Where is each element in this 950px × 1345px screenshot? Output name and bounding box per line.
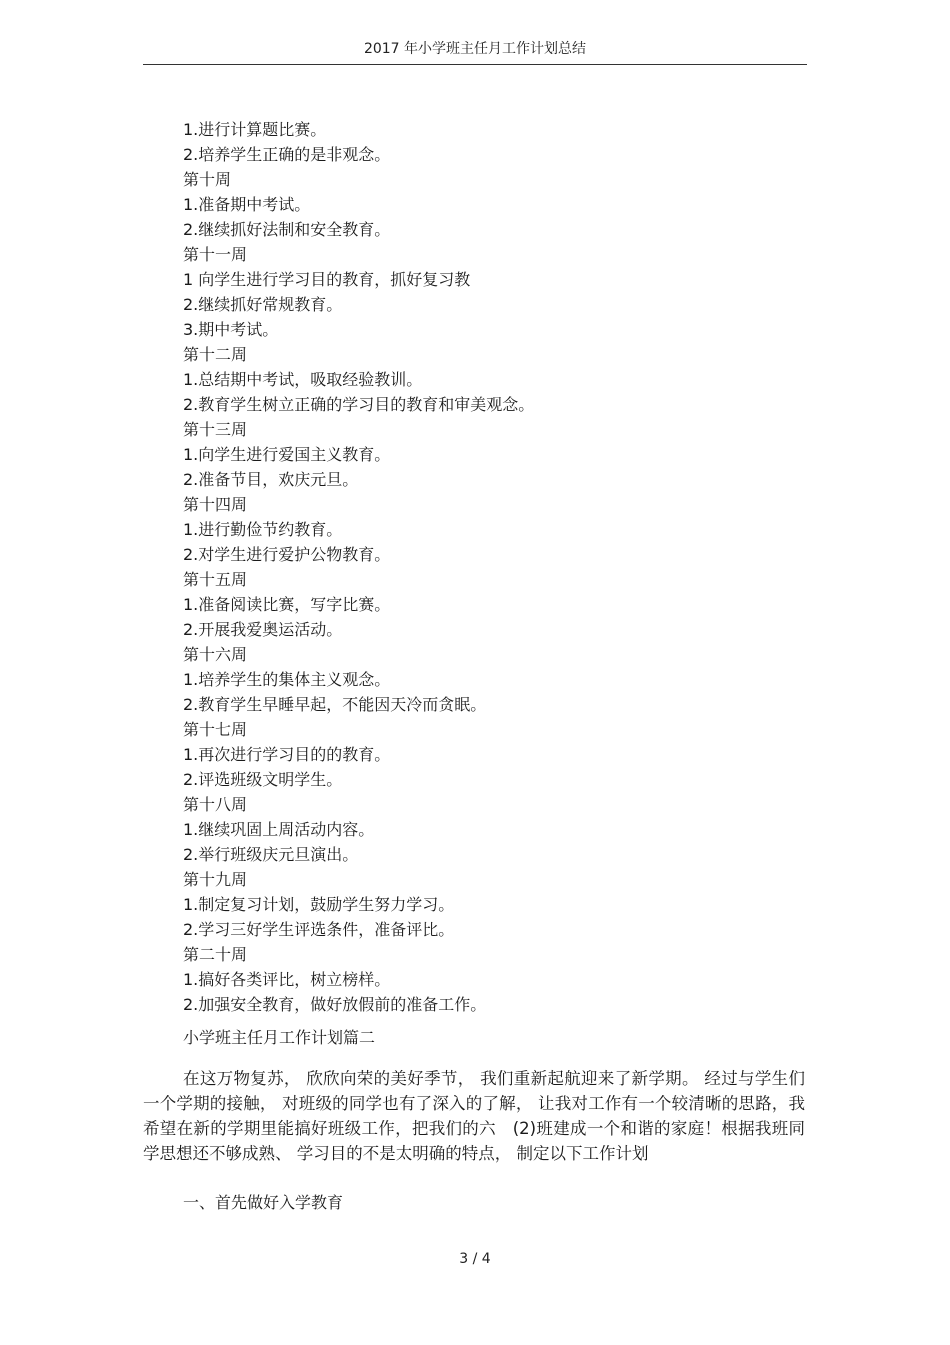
plan-item: 1.继续巩固上周活动内容。 <box>183 820 375 839</box>
week-heading: 第十六周 <box>183 645 248 664</box>
plan-item: 2.对学生进行爱护公物教育。 <box>183 545 391 564</box>
page-number: 3 / 4 <box>459 1251 491 1267</box>
week-heading: 第十三周 <box>183 420 248 439</box>
plan-item: 2.教育学生早睡早起，不能因天冷而贪眠。 <box>183 695 487 714</box>
week-heading: 第十四周 <box>183 495 248 514</box>
plan-item: 2.继续抓好常规教育。 <box>183 295 343 314</box>
intro-paragraph: 在这万物复苏， 欣欣向荣的美好季节， 我们重新起航迎来了新学期。 经过与学生们一个学期的接触， 对班级的同学也有了深入的了解， 让我对工作有一个较清晰的思路，我希望在新的学期里能搞好班级工作，把我们的六 (2)班建成一个和谐的家庭！根据我班同学思想还不够成熟、 学习目的不是太明确的特点， 制定以下工作计划 <box>143 1069 805 1163</box>
plan-item: 1.制定复习计划，鼓励学生努力学习。 <box>183 895 455 914</box>
running-header: 2017 年小学班主任月工作计划总结 <box>143 36 807 65</box>
week-heading: 第十七周 <box>183 720 248 739</box>
plan-item: 1.准备阅读比赛，写字比赛。 <box>183 595 391 614</box>
week-heading: 第十五周 <box>183 570 248 589</box>
plan-item: 1.搞好各类评比，树立榜样。 <box>183 970 391 989</box>
plan-item: 1.进行勤俭节约教育。 <box>183 520 343 539</box>
plan-item: 2.教育学生树立正确的学习目的教育和审美观念。 <box>183 395 535 414</box>
plan-item: 2.开展我爱奥运活动。 <box>183 620 343 639</box>
week-heading: 第十二周 <box>183 345 248 364</box>
plan-item: 2.继续抓好法制和安全教育。 <box>183 220 391 239</box>
plan-item: 2.举行班级庆元旦演出。 <box>183 845 359 864</box>
section-title: 小学班主任月工作计划篇二 <box>183 1028 376 1047</box>
plan-item: 1.总结期中考试，吸取经验教训。 <box>183 370 423 389</box>
plan-item: 3.期中考试。 <box>183 320 279 339</box>
plan-item: 1.向学生进行爱国主义教育。 <box>183 445 391 464</box>
plan-item: 2.评选班级文明学生。 <box>183 770 343 789</box>
week-heading: 第十九周 <box>183 870 248 889</box>
week-heading: 第十八周 <box>183 795 248 814</box>
plan-item: 1.再次进行学习目的的教育。 <box>183 745 391 764</box>
plan-item: 2.加强安全教育，做好放假前的准备工作。 <box>183 995 487 1014</box>
week-heading: 第十周 <box>183 170 232 189</box>
plan-item: 2.准备节目，欢庆元旦。 <box>183 470 359 489</box>
week-heading: 第二十周 <box>183 945 248 964</box>
plan-item: 2.培养学生正确的是非观念。 <box>183 145 391 164</box>
plan-item: 1.准备期中考试。 <box>183 195 311 214</box>
plan-item: 2.学习三好学生评选条件，准备评比。 <box>183 920 455 939</box>
plan-item: 1.进行计算题比赛。 <box>183 120 327 139</box>
section-subheading: 一、首先做好入学教育 <box>183 1193 344 1212</box>
plan-item: 1.培养学生的集体主义观念。 <box>183 670 391 689</box>
plan-item: 1 向学生进行学习目的教育，抓好复习教 <box>183 270 471 289</box>
week-heading: 第十一周 <box>183 245 248 264</box>
weekly-plan-list <box>183 117 823 1017</box>
